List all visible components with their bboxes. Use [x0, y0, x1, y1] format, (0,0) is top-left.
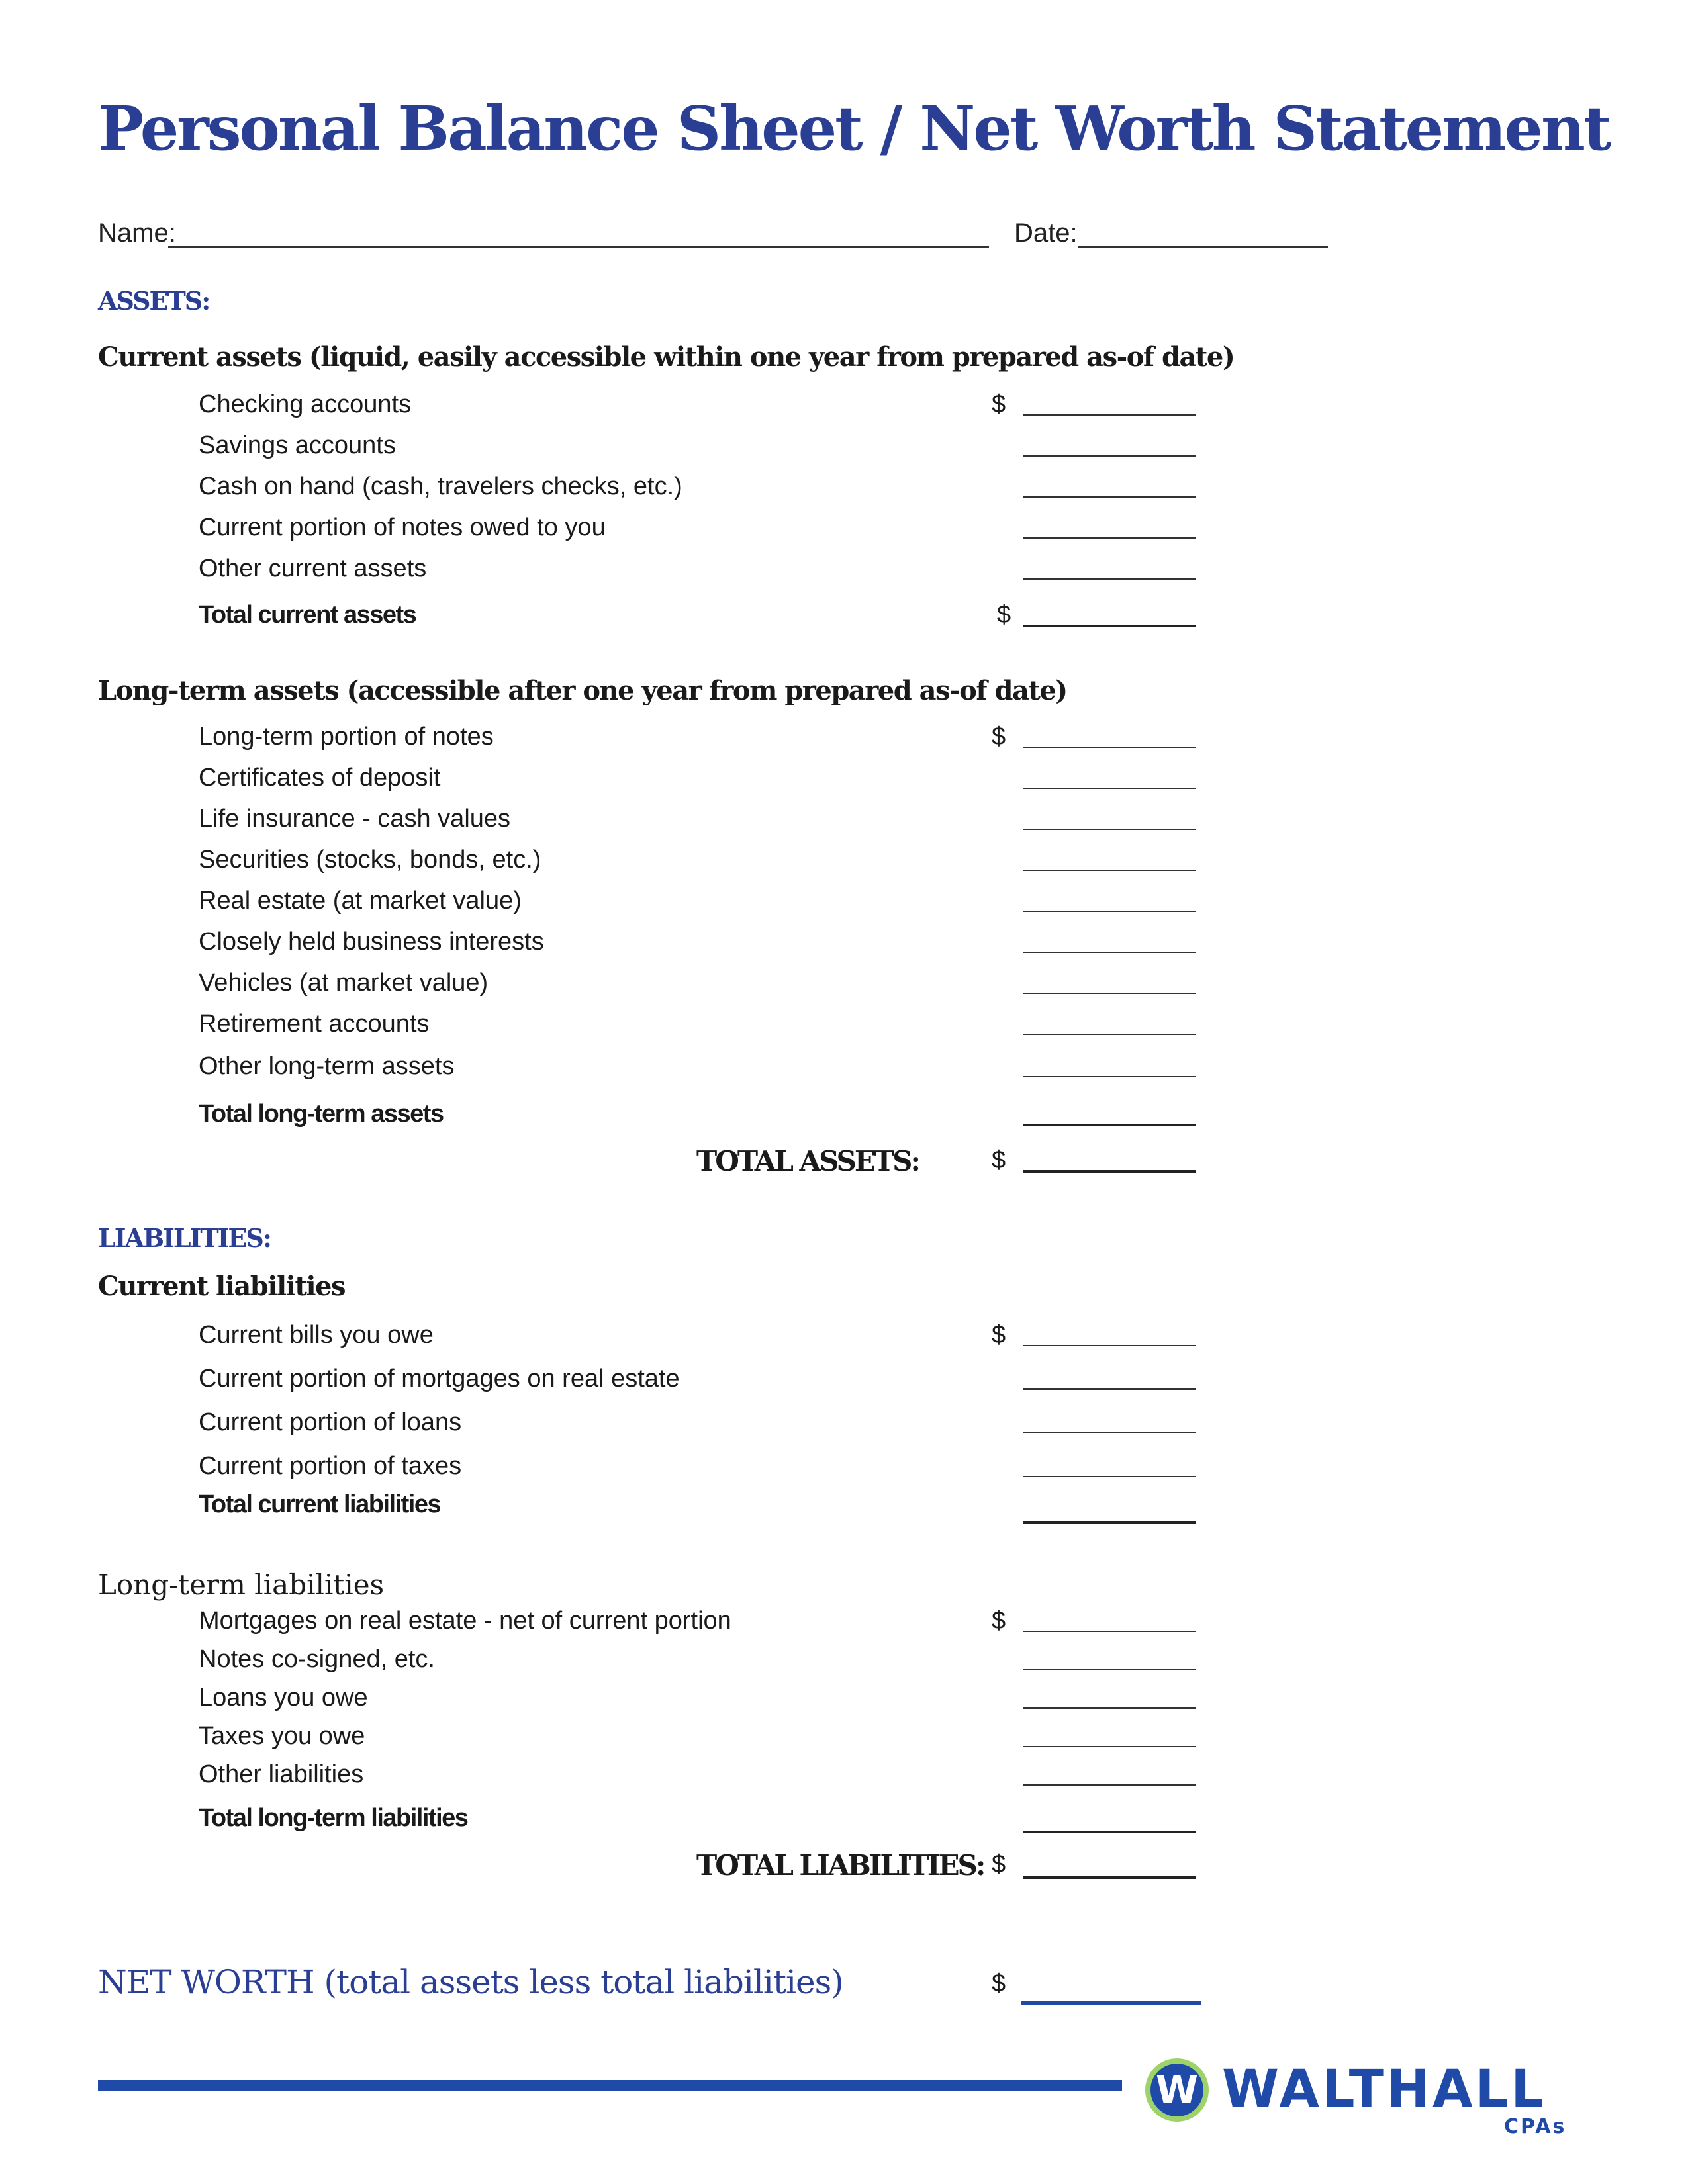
total-current-assets-field[interactable]: [1023, 625, 1196, 627]
amount-field[interactable]: [1023, 1669, 1196, 1670]
dollar-sign: $: [992, 1321, 1006, 1349]
total-current-liabilities-field[interactable]: [1023, 1521, 1196, 1524]
dollar-sign: $: [992, 723, 1006, 751]
amount-field[interactable]: [1023, 1388, 1196, 1390]
total-current-assets-label: Total current assets: [199, 601, 416, 629]
line-item-label: Taxes you owe: [199, 1722, 365, 1750]
line-item-label: Notes co-signed, etc.: [199, 1645, 435, 1673]
dollar-sign: $: [997, 601, 1011, 629]
total-assets-field[interactable]: [1023, 1170, 1196, 1173]
amount-field[interactable]: [1023, 952, 1196, 953]
amount-field[interactable]: [1023, 1034, 1196, 1035]
line-item-label: Life insurance - cash values: [199, 805, 511, 833]
line-item-label: Loans you owe: [199, 1684, 368, 1711]
line-item-label: Current bills you owe: [199, 1321, 434, 1349]
amount-field[interactable]: [1023, 578, 1196, 580]
amount-field[interactable]: [1023, 911, 1196, 912]
name-field[interactable]: [168, 246, 989, 248]
line-item-label: Checking accounts: [199, 390, 412, 418]
logo-mark: W: [1156, 2068, 1198, 2113]
dollar-sign: $: [992, 1607, 1006, 1635]
line-item-label: Current portion of mortgages on real estate: [199, 1365, 680, 1392]
current-liabilities-heading: Current liabilities: [98, 1271, 346, 1302]
amount-field[interactable]: [1023, 496, 1196, 498]
footer-bar: [98, 2080, 1122, 2091]
line-item-label: Other current assets: [199, 555, 427, 582]
total-liabilities-label: TOTAL LIABILITIES:: [696, 1849, 984, 1882]
line-item-label: Closely held business interests: [199, 928, 544, 956]
total-longterm-liabilities-label: Total long-term liabilities: [199, 1804, 468, 1832]
dollar-sign: $: [992, 1970, 1006, 1997]
net-worth-field[interactable]: [1021, 2001, 1201, 2005]
amount-field[interactable]: [1023, 993, 1196, 994]
date-label: Date:: [1014, 218, 1078, 248]
page-title: Personal Balance Sheet / Net Worth Statement: [98, 93, 1610, 164]
amount-field[interactable]: [1023, 1746, 1196, 1747]
amount-field[interactable]: [1023, 414, 1196, 416]
total-assets-label: TOTAL ASSETS:: [696, 1145, 919, 1177]
total-longterm-liabilities-field[interactable]: [1023, 1831, 1196, 1833]
amount-field[interactable]: [1023, 1476, 1196, 1477]
total-longterm-assets-field[interactable]: [1023, 1124, 1196, 1126]
line-item-label: Current portion of taxes: [199, 1452, 462, 1480]
line-item-label: Vehicles (at market value): [199, 969, 489, 997]
amount-field[interactable]: [1023, 1707, 1196, 1709]
amount-field[interactable]: [1023, 455, 1196, 457]
assets-heading: ASSETS:: [98, 286, 210, 316]
name-label: Name:: [98, 218, 176, 248]
line-item-label: Retirement accounts: [199, 1010, 430, 1038]
longterm-liabilities-heading: Long-term liabilities: [98, 1569, 385, 1601]
logo-wordmark: WALTHALL: [1222, 2060, 1546, 2119]
net-worth-label: NET WORTH (total assets less total liabilities): [98, 1963, 843, 2001]
line-item-label: Mortgages on real estate - net of current portion: [199, 1607, 731, 1635]
total-current-liabilities-label: Total current liabilities: [199, 1490, 441, 1518]
amount-field[interactable]: [1023, 1345, 1196, 1346]
line-item-label: Current portion of loans: [199, 1408, 462, 1436]
amount-field[interactable]: [1023, 1631, 1196, 1632]
line-item-label: Real estate (at market value): [199, 887, 522, 915]
current-assets-heading: Current assets (liquid, easily accessible within one year from prepared as-of date): [98, 341, 1235, 373]
amount-field[interactable]: [1023, 1432, 1196, 1433]
dollar-sign: $: [992, 390, 1006, 418]
liabilities-heading: LIABILITIES:: [98, 1223, 271, 1253]
dollar-sign: $: [992, 1850, 1006, 1878]
line-item-label: Certificates of deposit: [199, 764, 441, 792]
amount-field[interactable]: [1023, 1784, 1196, 1786]
line-item-label: Other liabilities: [199, 1760, 364, 1788]
line-item-label: Cash on hand (cash, travelers checks, etc.): [199, 473, 682, 500]
date-field[interactable]: [1078, 246, 1328, 248]
line-item-label: Long-term portion of notes: [199, 723, 494, 751]
amount-field[interactable]: [1023, 788, 1196, 789]
line-item-label: Securities (stocks, bonds, etc.): [199, 846, 541, 874]
dollar-sign: $: [992, 1146, 1006, 1174]
amount-field[interactable]: [1023, 829, 1196, 830]
line-item-label: Other long-term assets: [199, 1052, 455, 1080]
line-item-label: Current portion of notes owed to you: [199, 514, 606, 541]
amount-field[interactable]: [1023, 747, 1196, 748]
amount-field[interactable]: [1023, 870, 1196, 871]
amount-field[interactable]: [1023, 537, 1196, 539]
line-item-label: Savings accounts: [199, 432, 396, 459]
amount-field[interactable]: [1023, 1076, 1196, 1077]
longterm-assets-heading: Long-term assets (accessible after one year from prepared as-of date): [98, 675, 1067, 706]
total-liabilities-field[interactable]: [1023, 1876, 1196, 1879]
logo-subtext: CPAs: [1504, 2115, 1567, 2138]
total-longterm-assets-label: Total long-term assets: [199, 1100, 444, 1128]
